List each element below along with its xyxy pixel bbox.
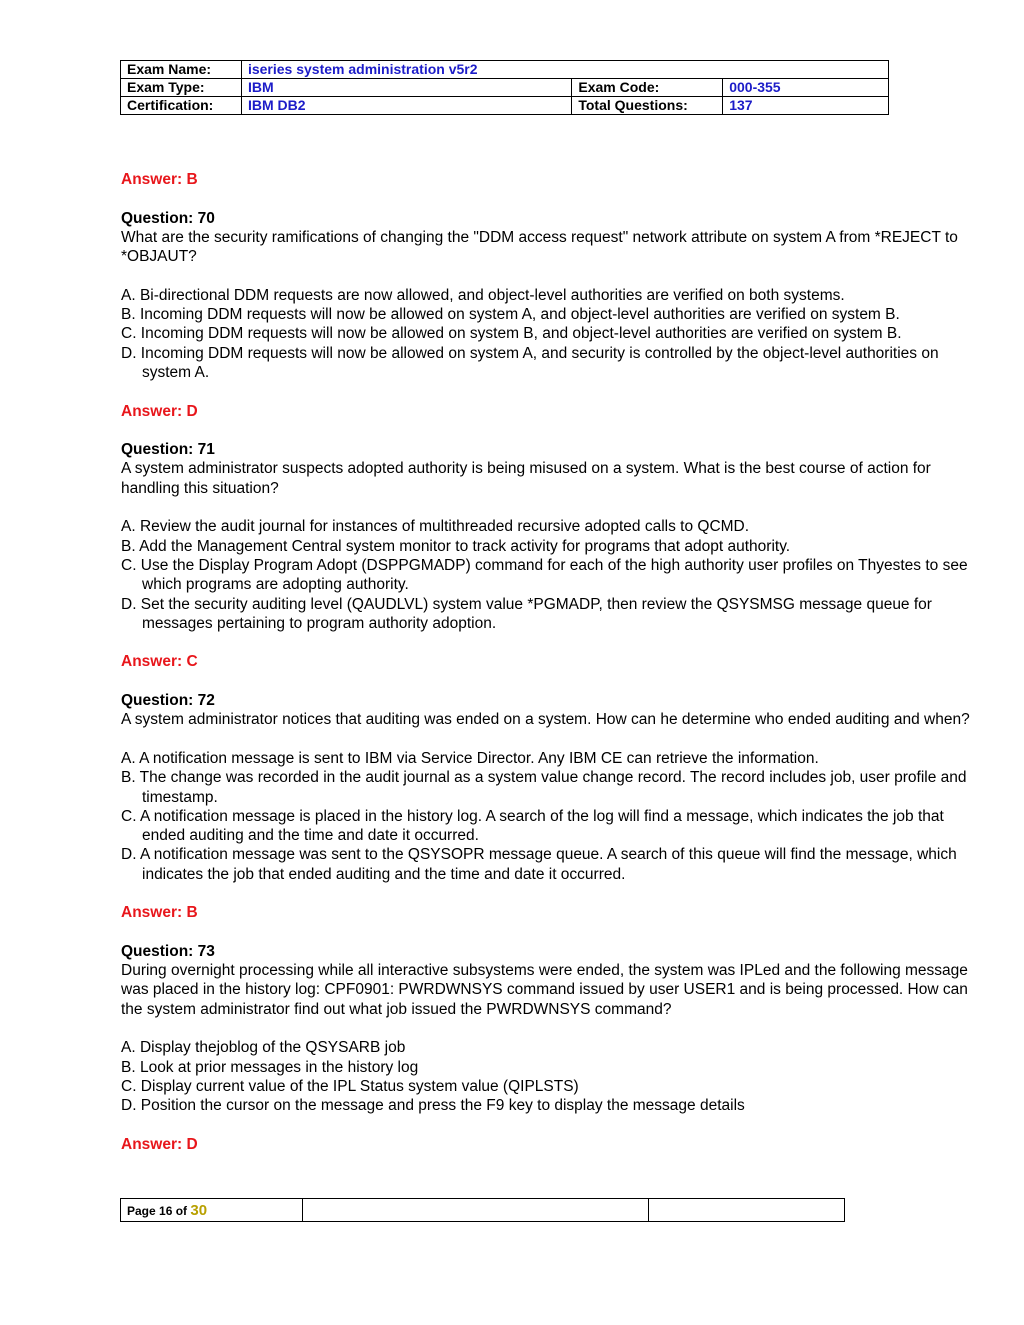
option-item: A. Bi-directional DDM requests are now allowed, and object-level authorities are verified on both systems. — [121, 286, 845, 304]
option-item: D. A notification message was sent to the QSYSOPR message queue. A search of this queue will find the message, which indicates the job that ended auditing and the time and date it occurred. — [121, 846, 957, 883]
exam-name-label: Exam Name: — [121, 61, 242, 79]
option-item: D. Incoming DDM requests will now be allowed on system A, and security is controlled by the object-level authorities on system A. — [121, 344, 939, 381]
exam-code-label: Exam Code: — [572, 79, 723, 97]
previous-answer: Answer: B — [121, 171, 198, 188]
option-item: B. The change was recorded in the audit journal as a system value change record. The record includes job, user profile and timestamp. — [121, 769, 967, 806]
question-block — [121, 691, 981, 942]
question-title: Question: 70 — [121, 209, 215, 227]
option-item: B. Look at prior messages in the history log — [121, 1058, 419, 1076]
question-text: A system administrator notices that auditing was ended on a system. How can he determine who ended auditing and when? — [121, 711, 970, 729]
option-item: C. Display current value of the IPL Status system value (QIPLSTS) — [121, 1077, 579, 1095]
question-title: Question: 73 — [121, 942, 215, 960]
answer-label: Answer: D — [121, 402, 198, 420]
total-questions-value: 137 — [723, 97, 889, 115]
page-number-cell — [121, 1199, 303, 1222]
total-questions-label: Total Questions: — [572, 97, 723, 115]
option-item: A. A notification message is sent to IBM via Service Director. Any IBM CE can retrieve the information. — [121, 749, 819, 767]
option-list — [121, 749, 981, 884]
answer-label: Answer: D — [121, 1135, 198, 1153]
exam-code-value: 000-355 — [723, 79, 889, 97]
footer-cell-blank — [302, 1199, 649, 1222]
option-list — [121, 1038, 981, 1115]
certification-label: Certification: — [121, 97, 242, 115]
option-item: C. A notification message is placed in the history log. A search of the log will find a message, which indicates the job that ended auditing and the time and date it occurred. — [121, 807, 944, 845]
option-item: B. Add the Management Central system monitor to track activity for programs that adopt authority. — [121, 537, 791, 555]
answer-label: Answer: B — [121, 904, 198, 922]
question-block — [121, 942, 981, 1154]
page-total: 30 — [190, 1201, 208, 1219]
certification-value: IBM DB2 — [241, 97, 571, 115]
question-block — [121, 440, 981, 691]
page-number-label: Page 16 of — [127, 1203, 188, 1218]
option-item: A. Display thejoblog of the QSYSARB job — [121, 1039, 406, 1057]
page-footer-table — [120, 1198, 845, 1222]
question-text: What are the security ramifications of changing the "DDM access request" network attribute on system A from *REJECT to *OBJAUT? — [121, 228, 958, 266]
question-text: During overnight processing while all interactive subsystems were ended, the system was IPLed and the following message was placed in the history log: CPF0901: PWRDWNSYS command issued by user USER1 and is being processed. How can the system administrator find out what job issued the PWRDWNSYS command? — [121, 962, 968, 1018]
question-title: Question: 71 — [121, 441, 215, 459]
exam-type-label: Exam Type: — [121, 79, 242, 97]
question-text: A system administrator suspects adopted authority is being misused on a system. What is the best course of action for handling this situation? — [121, 460, 931, 497]
footer-cell-blank — [649, 1199, 845, 1222]
option-item: C. Use the Display Program Adopt (DSPPGMADP) command for each of the high authority user profiles on Thyestes to see which programs are adopting authority. — [121, 556, 968, 594]
exam-header-table — [120, 60, 889, 115]
option-list — [121, 517, 981, 633]
option-list — [121, 286, 981, 382]
option-item: D. Set the security auditing level (QAUDLVL) system value *PGMADP, then review the QSYSMSG message queue for messages pertaining to program authority adoption. — [121, 595, 932, 632]
question-block — [121, 209, 981, 441]
exam-type-value: IBM — [241, 79, 571, 97]
answer-label: Answer: C — [121, 653, 198, 671]
option-item: A. Review the audit journal for instances of multithreaded recursive adopted calls to QCMD. — [121, 518, 750, 536]
option-item: B. Incoming DDM requests will now be allowed on system A, and object-level authorities are verified on system B. — [121, 306, 900, 324]
exam-name-value: iseries system administration v5r2 — [241, 61, 888, 79]
option-item: D. Position the cursor on the message and press the F9 key to display the message details — [121, 1097, 745, 1115]
option-item: C. Incoming DDM requests will now be allowed on system B, and object-level authorities are verified on system B. — [121, 325, 902, 343]
question-title: Question: 72 — [121, 692, 215, 710]
question-content — [121, 170, 981, 1154]
